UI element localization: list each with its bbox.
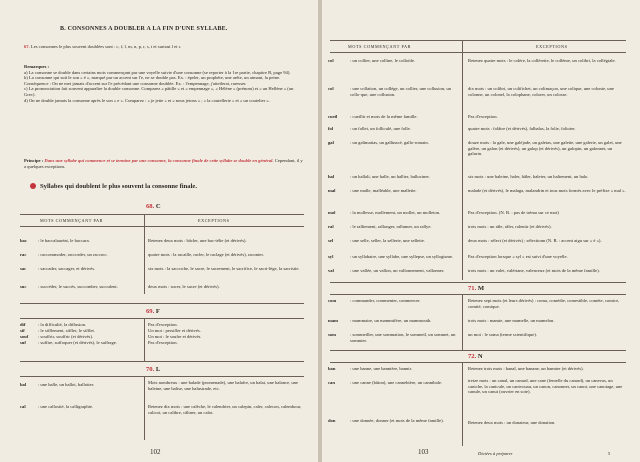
table-exception: Retenez sept mots (et leurs dérivés) : coma, comédie, comestible, comète, comice, comité, comique. xyxy=(468,298,620,309)
table-exception: malade (et dérivés), le malaga, malandrin et tous mots formés avec le préfixe « mal ». xyxy=(468,188,626,193)
table-key: cueil xyxy=(328,114,338,119)
table-rule xyxy=(330,294,626,295)
table-rule xyxy=(330,282,626,283)
column-divider xyxy=(462,362,463,446)
table-cell: : le sifflement, siffler, le sifflet. xyxy=(38,328,95,333)
table-cell: : une donnée, donner (et mots de la même famille). xyxy=(350,418,444,423)
table-rule xyxy=(20,361,304,362)
remarques-block xyxy=(24,64,304,103)
table-cell: : un hallali, une halle, un hallier, halluciner. xyxy=(350,174,430,179)
col-header-right: EXCEPTIONS xyxy=(198,218,230,223)
table-key: col xyxy=(328,86,334,91)
table-cell: : sommeiller, une sommation, le sommeil, un sommet, un sommier. xyxy=(350,332,456,343)
table-exception: Retenez deux mots : un donateur, une donation. xyxy=(468,420,556,425)
table-exception: Retenez trois mots : banal, une banane, un bannier (et dérivés). xyxy=(468,366,584,371)
table-rule xyxy=(20,376,304,377)
syllables-heading-text: Syllabes qui doublent le plus souvent la consonne finale. xyxy=(40,183,198,190)
table-exception: Pas d'exception. xyxy=(468,114,498,119)
principe-heading: Principe : xyxy=(24,158,44,163)
section-69: 69. F xyxy=(146,308,160,315)
table-key: bal xyxy=(20,382,27,387)
table-exception: Pas d'exception lorsque « syl » est suivi d'une voyelle. xyxy=(468,254,568,259)
section-72: 72. N xyxy=(468,353,483,360)
table-rule xyxy=(20,226,304,227)
table-key: suc xyxy=(20,284,27,289)
col-header-right: EXCEPTIONS xyxy=(536,44,568,49)
table-cell: : une malle, malléable, une mallette. xyxy=(350,188,417,193)
table-cell: : une canne (bâton), une cannebière, un cannibale. xyxy=(350,380,443,385)
table-cell: : une callosité, la calligraphie. xyxy=(38,404,94,409)
table-cell: : suffire, suffoquer (et dérivés), le suffrage. xyxy=(38,340,117,345)
bullet-icon xyxy=(30,183,36,189)
table-key: ral xyxy=(328,224,334,229)
left-page xyxy=(0,0,318,462)
table-cell: : mammaire, un mammifère, un mammouth. xyxy=(350,318,432,323)
remarque-a: a) La consonne se double dans certains mots commençant par une voyelle suivie d'une consonne (se reporter à la 1re partie, chapitre B, page 94). xyxy=(24,69,291,75)
table-cell: : le ralliement, rallonger, rallumer, un rallye. xyxy=(350,224,432,229)
syllables-heading xyxy=(30,183,197,190)
remarque-b: b) La consonne qui suit le son « é », marqué par un accent sur l'e, ne se double pas. Ex. : épeler, un prophète, une arête, un aimant, la peine. Conséquence : On ne met jamais d'accent sur l'e précédant une consonne doublée. Ex. : l'empennage, j'atteilerai, raresser. xyxy=(24,75,281,86)
table-key: gal xyxy=(328,140,334,145)
table-exception: trois mots : un râle, râler, ralentir (et dérivés). xyxy=(468,224,552,229)
table-cell: : un syllabaire, une syllabe, une syllepse, un syllogisme. xyxy=(350,254,454,259)
table-key: som xyxy=(328,332,336,337)
table-exception: deux mots : sélect (et dérivés) ; sélectionn (N. B. : accent aigu sur « é »). xyxy=(468,238,602,243)
column-divider xyxy=(462,294,463,350)
table-exception: quatre mots : la racaille, racler, le raclage (et dérivés), raconter. xyxy=(148,252,264,257)
table-key: suf xyxy=(20,340,26,345)
principe-note: Cependant, il y a quelques exceptions. xyxy=(24,158,303,169)
table-cell: : une collation, un collège, un collier, une collusion, un collo-que, une collusion. xyxy=(350,86,451,97)
section-71: 71. M xyxy=(468,285,485,292)
table-exception: un mot : le soma (terme scientifique). xyxy=(468,332,538,337)
table-cell: : une banne, une bannière, bannir. xyxy=(350,366,412,371)
footer-mark: 5 xyxy=(608,451,611,456)
table-key: can xyxy=(328,380,335,385)
table-rule xyxy=(20,214,304,215)
table-exception: Retenez dix mots : une calèche, le calendrier, un calepin, caler, calecon, calembour, calicot, un calibre, câliner, un calot. xyxy=(148,404,302,415)
remarque-d: d) On ne double jamais la consonne après le son « e ». Comparez : « je jette » et « nous jetons » ; « la coutellerie » et « un coutelier ». xyxy=(24,97,270,103)
table-rule xyxy=(330,362,626,363)
table-key: ban xyxy=(328,366,336,371)
table-cell: : commander, commenter, commercer. xyxy=(350,298,421,303)
table-cell: : un galimatias, un gallinacé, gallo-romain. xyxy=(350,140,429,145)
page-number: 102 xyxy=(150,448,161,456)
table-exception: Un mot : persifler et dérivés. xyxy=(148,328,201,333)
section-title: B. CONSONNES A DOUBLER A LA FIN D'UNE SYLLABE. xyxy=(60,26,228,32)
table-exception: Un mot : le soufre et dérivés. xyxy=(148,334,202,339)
table-key: com xyxy=(328,298,337,303)
table-key: sif xyxy=(20,328,25,333)
table-cell: : une vallée, un vallon, un vallonnement, vallonner. xyxy=(350,268,445,273)
table-exception: deux mots : sucer, le sucre (et dérivés). xyxy=(148,284,220,289)
table-cell: : une balle, un ballot, ballotter. xyxy=(38,382,95,387)
table-cell: : saccader, saccager, et dérivés. xyxy=(38,266,96,271)
table-rule xyxy=(20,303,304,304)
col-header-left: MOTS COMMENÇANT PAR xyxy=(348,44,412,49)
page-number: 103 xyxy=(418,448,429,456)
column-divider xyxy=(462,40,463,280)
table-rule xyxy=(330,350,626,351)
table-cell: : une selle, seller, la sellerie, une sellette. xyxy=(350,238,425,243)
paragraph-67 xyxy=(24,44,304,50)
table-exception: six mots : la saccoche, le sacre, le sacrement, le sacrifice, le sacri-lège, la sacristie. xyxy=(148,266,300,271)
table-key: sac xyxy=(20,266,27,271)
table-exception: douze mots : la gale, une galéjade, un galetas, une galette, une galerie, un galet, une galère, un galon (et dérivés), un galop (et dérivés), un galopin, un galonnet, un galurin. xyxy=(468,140,622,157)
table-cell: : le baccalauréat, le baccara. xyxy=(38,238,90,243)
table-exception: Pas d'exception. (N. B. : pas de tréma sur ce mot) xyxy=(468,210,559,215)
table-exception: trois mots : un valet, valériane, valenceux (et mots de la même famille). xyxy=(468,268,600,273)
table-rule xyxy=(330,40,626,41)
section-70: 70. L xyxy=(146,366,161,373)
table-key: hal xyxy=(328,174,335,179)
table-key: fol xyxy=(328,126,334,131)
remarques-heading: Remarques : xyxy=(24,64,50,69)
table-exception: Pas d'exception. xyxy=(148,322,178,327)
table-exception: treize mots : un canal, un canard, une cane (femelle du canard), un canevas, un caniche, la canicule, un canivouau, un canon, canonner, un canot, une canotage, une canule, un canut (ouvrier en soie). xyxy=(468,378,623,395)
table-exception: Mots nombreux : une balade (promenade), une balafre, un balai, une balance, une baleine, une balise, une balustrade, etc. xyxy=(148,380,299,391)
table-key: mam xyxy=(328,318,338,323)
table-key: mol xyxy=(328,210,336,215)
table-key: bac xyxy=(20,238,27,243)
column-divider xyxy=(144,376,145,440)
table-exception: Pas d'exception. xyxy=(148,340,178,345)
table-cell: : un collier, une colline, le colloïde. xyxy=(350,58,416,63)
table-cell: : succéder, le succès, succomber, succulent. xyxy=(38,284,118,289)
table-exception: six mots : une haleine, haler, hâler, haleter, un haltement, un halo. xyxy=(468,174,589,179)
table-cell: : la difficulté, la diffusion. xyxy=(38,322,87,327)
table-key: syl xyxy=(328,254,334,259)
remarque-c: c) La prononciation fait souvent apparaître la double consonne. Comparez « pâtille » et « empennage », « Hélène » (prénom) et « un Hellène » (un Grec). xyxy=(24,86,294,97)
column-divider xyxy=(144,318,145,362)
table-cell: : raccommoder, raccorder, un raccroc. xyxy=(38,252,108,257)
table-key: souf xyxy=(20,334,29,339)
table-cell: : un follet, un folliculé, une folle. xyxy=(350,126,411,131)
table-key: val xyxy=(328,268,334,273)
table-cell: : souffrir, souffrir (et dérivés). xyxy=(38,334,94,339)
table-rule xyxy=(330,52,626,53)
col-header-left: MOTS COMMENÇANT PAR xyxy=(40,218,104,223)
section-68: 68. C xyxy=(146,203,161,210)
paragraph-number: 67. xyxy=(24,44,30,49)
table-key: mal xyxy=(328,188,336,193)
right-page xyxy=(322,0,640,462)
table-rule xyxy=(20,318,304,319)
table-key: don xyxy=(328,418,336,423)
table-key: col xyxy=(328,58,334,63)
table-exception: quatre mots : folâtre (et dérivés), falbalas, la folie, folioter. xyxy=(468,126,576,131)
principe-rule: Dans une syllabe qui commence et se termine par une consonne, la consonne finale de cette syllabe se double en général. xyxy=(44,158,274,163)
table-key: rac xyxy=(20,252,27,257)
table-exception: Retenez quatre mots : le colère, la collérette, le collème, un colibri, la collégiale. xyxy=(468,58,616,63)
principe-block xyxy=(24,158,304,169)
table-cell: : cueillir et mots de la même famille. xyxy=(350,114,418,119)
table-exception: Retenez deux mots : bâcler, une bac-télie (et dérivés). xyxy=(148,238,247,243)
paragraph-text: Les consonnes le plus souvent doublées sont : c, f, l, m, n, p, r, s, t et surtout l et r. xyxy=(30,44,182,49)
table-cell: : la mollesse, mollement, un mollet, un molleton. xyxy=(350,210,441,215)
table-exception: trois mots : mamie, une mamelle, un mamelon. xyxy=(468,318,555,323)
table-key: cal xyxy=(20,404,26,409)
table-exception: dix mots : un colibri, un colifichet, un colimaçon, une colique, une colonie, une colonne, un colonel, la colophane, colorer, un colosse. xyxy=(468,86,614,97)
table-key: dif xyxy=(20,322,26,327)
table-key: sel xyxy=(328,238,334,243)
column-divider xyxy=(144,214,145,294)
footer-note: Dictées à préparer xyxy=(478,451,513,456)
